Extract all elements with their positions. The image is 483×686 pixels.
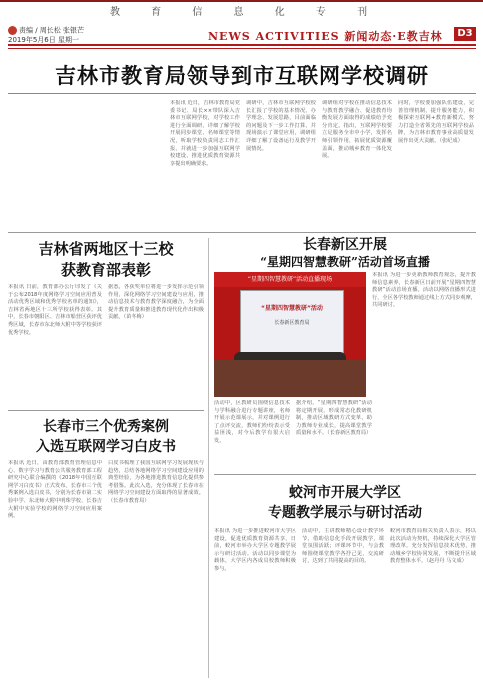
edition-info [8,26,84,45]
livestream-photo [214,272,366,397]
story-col-1: 本报讯 为进一步推进蛟河市大学区建设，促进优质教育资源共享，日前，蛟河市举办大学区专题教学展示与研讨活动。活动以同步课堂为载体，大学区内各成员校教师积极参与。 [214,528,296,572]
lead-headline: 吉林市教育局领导到市互联网学校调研 [55,63,429,88]
screen-title: “星期四智慧教研”活动 [261,305,323,312]
story-title-line-1: 吉林省两地区十三校 [38,240,174,258]
masthead-rule [0,0,483,2]
lead-divider [8,93,476,94]
masthead-band [0,0,483,26]
lead-col-3: 调研组对学校在推动信息技术与教育教学融合、促进教育均衡发展方面取得的成绩给予充分肯定。指出，互联网学校要立足服务全市中小学，发挥名师引领作用，拓展优质资源覆盖面，推动城乡教育一体化发展。 [322,100,392,160]
story-title-line-2: 入选互联网学习白皮书 [36,439,176,455]
supplement-title: 教 育 信 息 化 专 刊 [110,7,382,18]
story-title-line-2: 专题教学展示与研讨活动 [268,505,422,521]
presenter-desk [214,360,366,397]
story-divider-right [214,474,476,475]
column-rule [208,238,209,678]
section-title [208,28,443,44]
screen-subtitle: 长春新区教育局 [274,320,310,326]
story-title-line-1: 长春市三个优秀案例 [43,419,169,435]
story-col-1: 本报讯 为进一步更新教师教育观念，提升教师信息素养，长春新区日前开展“星期四智慧教研”活动首场直播。活动以网络直播形式进行，全区各学校教师通过线上方式同步观摩，共同研讨。 [372,272,476,309]
editor-line: 责编 / 周长松 张银芒 [19,26,85,35]
story-col-2: 据悉，各获奖单位将进一步发挥示范引领作用，深化网络学习空间建设与应用，推动信息技术与教育教学深度融合，为全面提升教育质量和推进教育现代化作出积极贡献。（苗冬梅） [108,284,204,321]
story-col-2: 活动中，主讲教师精心设计教学环节，借助信息化手段开展教学，课堂氛围活跃；评课环节中，与会教师围绕课堂教学各抒己见，交流研讨，达到了共同提高的目的。 [302,528,384,565]
story-title-line-2: 获教育部表彰 [60,261,151,279]
newspaper-logo-icon [8,26,17,35]
lead-col-1: 本报讯 近日，吉林市教育局党委书记、局长××带队深入吉林市互联网学校，对学校工作进行全面调研，详细了解学校开展同步课堂、名师课堂等情况，听取学校负责同志工作汇报，并就进一步加强互联网学校建设、推进优质教育资源共享提出明确要求。 [170,100,240,167]
story-title-line-1: 长春新区开展 [303,237,387,253]
story-col-2: 活动中，区教研员围绕信息技术与学科融合进行专题讲座，名师开展示范课展示，并对课例进行了点评交流，教师们纷纷表示受益匪浅，对今后教学有很大启发。 [214,400,290,444]
story-col-2: 白皮书梳理了我国互联网学习发展现状与趋势，总结各地网络学习空间建设应用的典型经验，为各地推进教育信息化提供参考借鉴。此次入选，充分体现了长春市在网络学习空间建设方面取得的显著成效。（长春市教育局） [108,460,204,504]
page-number: D3 [454,27,476,41]
story-col-3: 据介绍，“星期四智慧教研”活动将定期开展，形成常态化教研机制，推动区域教研方式变革，助力教师专业成长，提高课堂教学质量和水平。（长春新区教育局） [296,400,372,437]
story-title-line-2: “星期四智慧教研”活动首场直播 [260,255,430,269]
header-rule-thin [8,48,476,49]
date-line: 2019年5月6日 星期一 [8,35,79,44]
story-title-line-1: 蛟河市开展大学区 [289,485,401,501]
section-cn: 新闻动态·E教吉林 [344,30,443,43]
projection-screen [240,290,344,356]
header-rule-thick [8,44,476,46]
story-col-1: 本报讯 近日，由教育部教育管理信息中心、数字学习与教育公共服务教育部工程研究中心联合编撰的《2018年中国互联网学习白皮书》正式发布。长春市三个优秀案例入选白皮书，分别为长春市第二实验中学、东北师大附中明珠学校、长春吉大附中实验学校的网络学习空间应用案例。 [8,460,102,520]
section-divider [8,232,476,233]
section-en: NEWS ACTIVITIES [208,30,340,43]
story-col-1: 本报讯 日前，教育部办公厅印发了《关于公布2018年度网络学习空间应用普及活动优秀区域和优秀学校名单的通知》，吉林省两地区十三所学校获得表彰。其中，长春市朝阳区、吉林市船营区获评优秀区域，长春市东北师大附中等学校获评优秀学校。 [8,284,102,336]
story-divider-left [8,410,204,411]
story-col-3: 蛟河市教育局相关负责人表示，将以此次活动为契机，持续深化大学区管理改革，充分发挥信息技术优势，推动城乡学校协同发展，不断提升区域教育整体水平。（赵丹丹 马文成） [390,528,476,565]
photo-banner: “星期四智慧教研”活动直播现场 [214,272,366,287]
lead-col-2: 调研中，吉林市互联网学校校长汇报了学校的基本情况、办学理念、发展思路，目前面临的问题及下一步工作打算，并现场演示了课堂应用，调研组详细了解了设备运行及教学开展情况。 [246,100,316,152]
lead-col-4: 同时，学校要加强队伍建设，完善管理机制，提升服务能力，积极探索互联网+教育新模式，努力打造全省领先的互联网学校品牌，为吉林市教育事业高质量发展作出更大贡献。（张纪成） [398,100,474,144]
